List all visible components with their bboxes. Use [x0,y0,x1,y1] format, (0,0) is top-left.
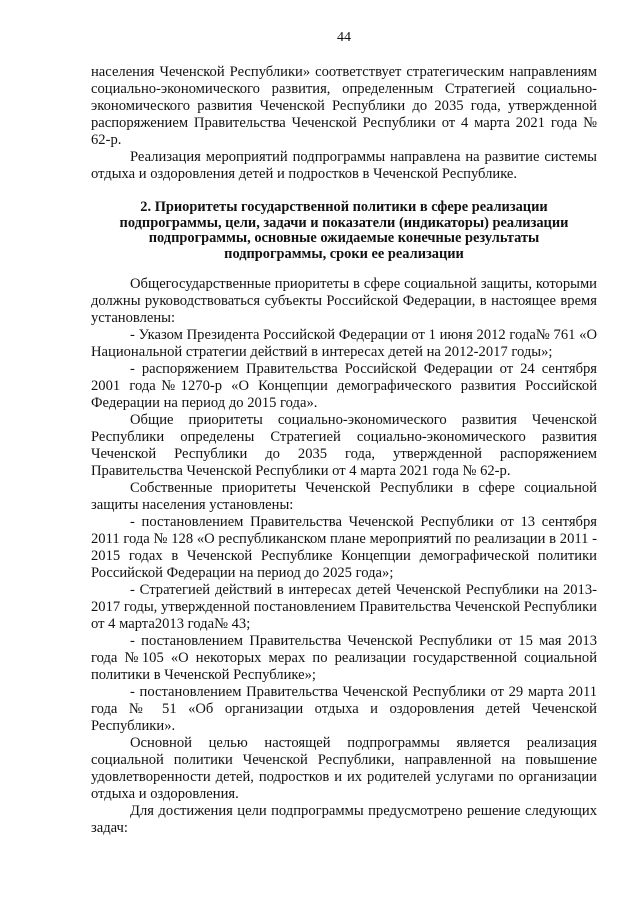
page-number: 44 [337,30,351,45]
body-paragraph: Для достижения цели подпрограммы предусмотрено решение следующих задач: [91,803,597,836]
section-heading-line: подпрограммы, цели, задачи и показатели (индикаторы) реализации [119,214,569,231]
section-heading-line: подпрограммы, основные ожидаемые конечные результаты [148,230,540,246]
body-paragraph: Собственные приоритеты Чеченской Республики в сфере социальной защиты населения установлены: [91,480,597,513]
list-item: - постановлением Правительства Чеченской Республики от 15 мая 2013 года №105 «О некоторых мерах по реализации государственной социальной политики в Чеченской Республике»; [91,633,597,683]
list-item: - Стратегией действий в интересах детей Чеченской Республики на 2013-2017 годы, утвержденной постановлением Правительства Чеченской Республики от 4 марта2013 года№ 43; [91,582,597,632]
list-item: - распоряжением Правительства Российской Федерации от 24 сентября 2001 года№1270-р «О Концепции демографического развития Российской Федерации на период до 2015 года». [91,361,597,411]
section-heading [91,200,597,262]
section-heading-line: 2. Приоритеты государственной политики в сфере реализации [140,199,548,215]
list-item: - Указом Президента Российской Федерации от 1 июня 2012 года№ 761 «О Национальной стратегии действий в интересах детей на 2012-2017 годы»; [91,327,597,360]
document-page [91,30,597,837]
intro-paragraph: Реализация мероприятий подпрограммы направлена на развитие системы отдыха и оздоровления детей и подростков в Чеченской Республике. [91,149,597,182]
body-paragraph: Основной целью настоящей подпрограммы является реализация социальной политики Чеченской Республики, направленной на повышение удовлетворенности детей, подростков и их родителей услугами по организации отдыха и оздоровления. [91,735,597,802]
list-item: - постановлением Правительства Чеченской Республики от 13 сентября 2011 года № 128 «О республиканском плане мероприятий по реализации в 2011 - 2015 годах в Чеченской Республике Концепции демографической политики Российской Федерации на период до 2025 года»; [91,514,597,581]
section-heading-line: подпрограммы, сроки ее реализации [224,245,464,262]
body-paragraph: Общегосударственные приоритеты в сфере социальной защиты, которыми должны руководствоваться субъекты Российской Федерации, в настоящее время установлены: [91,276,597,326]
intro-paragraph: населения Чеченской Республики» соответствует стратегическим направлениям социально-экономического развития, определенным Стратегией социально-экономического развития Чеченской Республики до 2035 года, утвержденной распоряжением Правительства Чеченской Республики от 4 марта 2021 года № 62-р. [91,64,597,148]
list-item: - постановлением Правительства Чеченской Республики от 29 марта 2011 года № 51 «Об организации отдыха и оздоровления детей Чеченской Республики». [91,684,597,734]
body-paragraph: Общие приоритеты социально-экономического развития Чеченской Республики определены Стратегией социально-экономического развития Чеченской Республики до 2035 года, утвержденной распоряжением Правительства Чеченской Республики от 4 марта 2021 года № 62-р. [91,412,597,479]
